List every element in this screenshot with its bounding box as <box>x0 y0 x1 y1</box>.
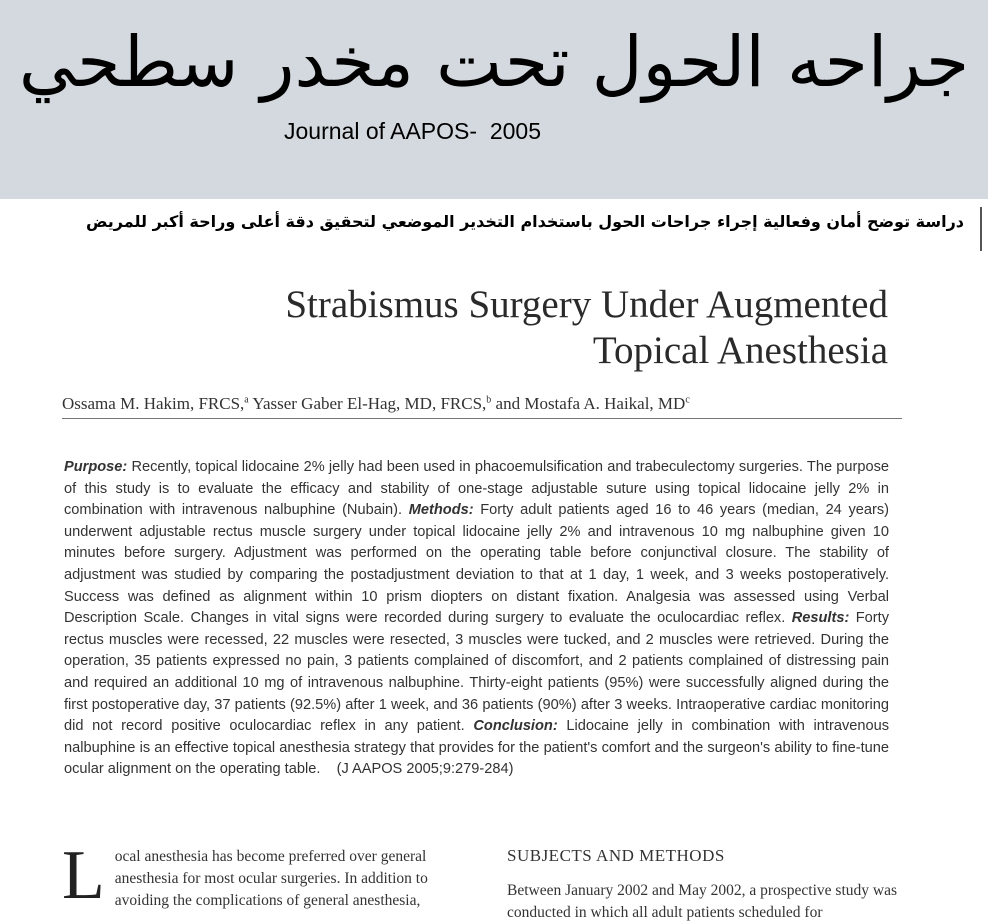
intro-text: ocal anesthesia has become preferred over general anesthesia for most ocular surgeries. In addition to avoiding the complications of general anesthesia, <box>114 848 428 909</box>
paper-title-line-1: Strabismus Surgery Under Augmented <box>285 283 888 326</box>
intro-column <box>62 837 472 914</box>
methods-column <box>507 846 912 924</box>
methods-label: Methods: <box>408 502 474 519</box>
conclusion-text: Lidocaine jelly in combination with intravenous nalbuphine is an effective topical anesthesia strategy that provides for the patient's comfort and the surgeon's ability to fine-tune ocular alignment on the operating table. <box>64 718 889 778</box>
section-heading: SUBJECTS AND METHODS <box>507 846 725 865</box>
author-1: Ossama M. Hakim, FRCS, <box>62 394 245 413</box>
paper-title-line-2: Topical Anesthesia <box>592 329 888 372</box>
results-label: Results: <box>791 610 850 627</box>
author-2: Yasser Gaber El-Hag, MD, FRCS, <box>248 394 487 413</box>
paper-title <box>128 282 888 374</box>
vertical-divider <box>980 207 982 251</box>
section-text: Between January 2002 and May 2002, a prospective study was conducted in which all adult patients scheduled for <box>507 882 897 921</box>
journal-name: Journal of AAPOS- 2005 <box>284 118 541 144</box>
author-3: and Mostafa A. Haikal, MD <box>491 394 686 413</box>
author-1-affiliation: a <box>244 394 249 406</box>
conclusion-label: Conclusion: <box>473 718 558 735</box>
results-text: Forty rectus muscles were recessed, 22 muscles were resected, 3 muscles were tucked, and 2 muscles were retrieved. During the operation, 35 patients expressed no pain, 3 patients complained of discomfort, and 2 patients complained of distressing pain and required an additional 10 mg of intravenous nalbuphine. Thirty-eight patients (95%) were successfully aligned during the first postoperative day, 37 patients (92.5%) after 1 week, and 36 patients (90%) after 3 weeks. Intraoperative cardiac monitoring did not record positive oculocardiac reflex in any patient. <box>64 610 889 735</box>
citation: (J AAPOS 2005;9:279-284) <box>320 761 514 778</box>
purpose-text: Recently, topical lidocaine 2% jelly had been used in phacoemulsification and trabeculectomy surgeries. The purpose of this study is to evaluate the efficacy and stability of one-stage adjustable suture using topical lidocaine jelly 2% in combination with intravenous nalbuphine (Nubain). <box>64 459 889 519</box>
abstract <box>64 457 889 781</box>
drop-cap: L <box>62 837 105 914</box>
author-list <box>62 394 902 419</box>
arabic-subtitle: دراسة توضح أمان وفعالية إجراء جراحات الحول باستخدام التخدير الموضعي لتحقيق دقة أعلى وراحة أكبر للمريض <box>85 212 964 231</box>
purpose-label: Purpose: <box>64 459 128 475</box>
header-banner <box>0 0 988 199</box>
methods-text: Forty adult patients aged 16 to 46 years (median, 24 years) underwent adjustable rectus muscle surgery under topical lidocaine jelly 2% and intravenous 10 mg nalbuphine given 10 minutes before surgery. Adjustment was performed on the operating table before conjunctival closure. The stability of adjustment was studied by comparing the postadjustment deviation to that at 1 day, 1 week, and 3 weeks postoperatively. Success was defined as alignment within 10 prism diopters on distant fixation. Analgesia was assessed using Verbal Description Scale. Changes in vital signs were recorded during surgery to evaluate the oculocardiac reflex. <box>64 502 889 627</box>
banner-title-arabic: جراحه الحول تحت مخدر سطحي <box>18 21 970 103</box>
author-3-affiliation: c <box>685 394 690 406</box>
author-2-affiliation: b <box>486 394 492 406</box>
